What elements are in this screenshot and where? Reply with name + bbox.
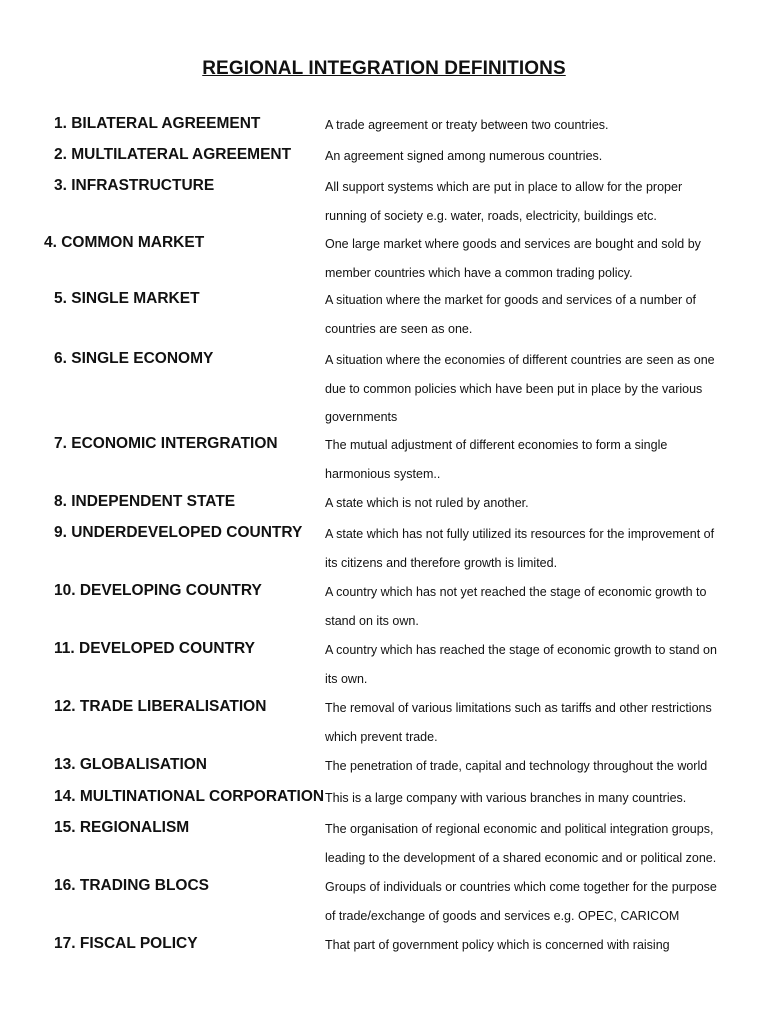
page-title: REGIONAL INTEGRATION DEFINITIONS xyxy=(202,58,566,79)
definition-text: All support systems which are put in place to allow for the proper running of society e.g. water, roads, electricity, buildings etc. xyxy=(325,180,683,223)
definition-text: That part of government policy which is concerned with raising xyxy=(325,938,670,952)
definition-text: A state which has not fully utilized its resources for the improvement of its citizens and therefore growth is limited. xyxy=(325,527,715,570)
term-globalisation: 13. GLOBALISATION xyxy=(54,756,208,773)
definition-text: An agreement signed among numerous countries. xyxy=(325,149,603,163)
term-developed-country: 11. DEVELOPED COUNTRY xyxy=(54,640,255,657)
term-trade-liberalisation: 12. TRADE LIBERALISATION xyxy=(54,698,267,715)
term-underdeveloped-country: 9. UNDERDEVELOPED COUNTRY xyxy=(54,524,303,541)
definition-text: Groups of individuals or countries which come together for the purpose of trade/exchange of goods and services e.g. OPEC, CARICOM xyxy=(325,880,717,923)
term-independent-state: 8. INDEPENDENT STATE xyxy=(54,493,236,510)
term-common-market: 4. COMMON MARKET xyxy=(44,234,205,251)
term-infrastructure: 3. INFRASTRUCTURE xyxy=(54,177,215,194)
definition-text: The mutual adjustment of different economies to form a single harmonious system.. xyxy=(325,438,668,481)
definition-text: This is a large company with various branches in many countries. xyxy=(325,791,687,805)
definition-text: The penetration of trade, capital and technology throughout the world xyxy=(325,759,708,773)
definition-text: A country which has reached the stage of economic growth to stand on its own. xyxy=(325,643,717,686)
definition-text: A country which has not yet reached the stage of economic growth to stand on its own. xyxy=(325,585,707,628)
term-bilateral-agreement: 1. BILATERAL AGREEMENT xyxy=(54,115,261,132)
term-fiscal-policy: 17. FISCAL POLICY xyxy=(54,935,198,952)
definition-text: The removal of various limitations such as tariffs and other restrictions which prevent trade. xyxy=(325,701,712,744)
definition-text: The organisation of regional economic and political integration groups, leading to the development of a shared economic and or political zone. xyxy=(325,822,717,865)
term-trading-blocs: 16. TRADING BLOCS xyxy=(54,877,210,894)
definition-text: A situation where the market for goods and services of a number of countries are seen as one. xyxy=(325,293,697,336)
term-single-economy: 6. SINGLE ECONOMY xyxy=(54,350,214,367)
definition-text: One large market where goods and services are bought and sold by member countries which have a common trading policy. xyxy=(325,237,701,280)
term-regionalism: 15. REGIONALISM xyxy=(54,819,190,836)
definition-text: A situation where the economies of different countries are seen as one due to common policies which have been put in place by the various governments xyxy=(325,353,715,424)
term-economic-intergration: 7. ECONOMIC INTERGRATION xyxy=(54,435,278,452)
term-multinational-corporation: 14. MULTINATIONAL CORPORATION xyxy=(54,788,325,805)
term-multilateral-agreement: 2. MULTILATERAL AGREEMENT xyxy=(54,146,292,163)
term-single-market: 5. SINGLE MARKET xyxy=(54,290,200,307)
definition-text: A trade agreement or treaty between two countries. xyxy=(325,118,609,132)
definition-text: A state which is not ruled by another. xyxy=(325,496,529,510)
term-developing-country: 10. DEVELOPING COUNTRY xyxy=(54,582,262,599)
